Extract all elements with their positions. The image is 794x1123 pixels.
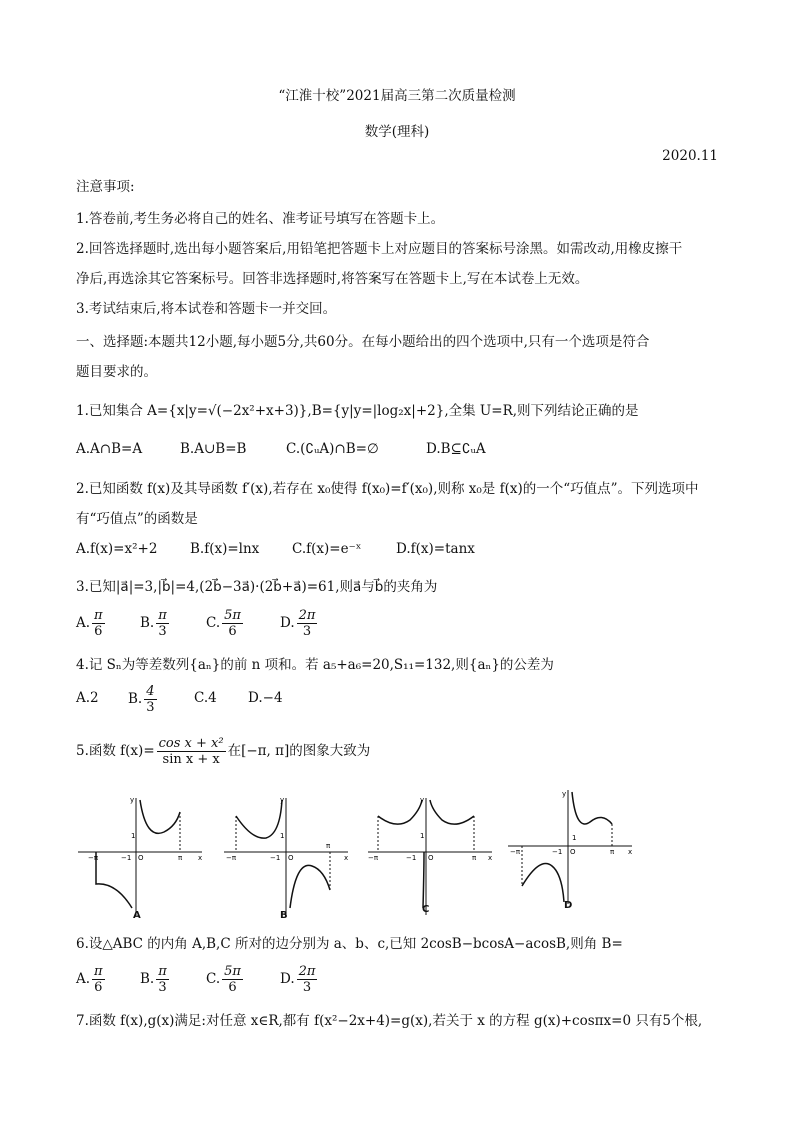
- q5-graph-a: [76, 790, 206, 920]
- notice-item-3: 3.考试结束后,将本试卷和答题卡一并交回。: [76, 301, 337, 317]
- q1-option-a: A.A∩B=A: [76, 441, 143, 457]
- q6-option-b: B. $\frac{\pi}{3}$: [140, 964, 167, 995]
- notice-heading: 注意事项:: [76, 179, 135, 195]
- q4-stem: 4.记 Sₙ为等差数列{aₙ}的前 n 项和。若 a₅+a₆=20,S₁₁=132,则{aₙ}的公差为: [76, 657, 554, 673]
- axis-one-label: 1: [572, 834, 577, 842]
- section-heading: 一、选择题:本题共12小题,每小题5分,共60分。在每小题给出的四个选项中,只有一个选项是符合: [76, 334, 650, 350]
- q2-option-a: A.f(x)=x²+2: [76, 541, 158, 557]
- q4-option-c: C.4: [194, 690, 217, 706]
- axis-pi-label: π: [472, 854, 477, 862]
- axis-one-label: 1: [131, 832, 136, 840]
- section-heading-cont: 题目要求的。: [76, 364, 157, 380]
- q6-option-d: D. $\frac{2\pi}{3}$: [280, 964, 316, 995]
- axis-x-label: x: [344, 854, 349, 862]
- q3-option-d: D. $\frac{2\pi}{3}$: [280, 608, 316, 639]
- q5-graph-c: [366, 790, 496, 920]
- axis-one-label: 1: [420, 832, 425, 840]
- axis-neg-pi-label: −π: [226, 854, 237, 862]
- axis-y-label: y: [420, 796, 425, 804]
- q1-option-b: B.A∪B=B: [180, 441, 247, 457]
- axis-pi-label: π: [326, 842, 331, 850]
- axis-x-label: x: [198, 854, 203, 862]
- q6-option-a: A. $\frac{\pi}{6}$: [76, 964, 103, 995]
- axis-neg1-label: −1: [121, 854, 132, 862]
- exam-date: 2020.11: [662, 148, 718, 164]
- axis-neg-pi-label: −π: [88, 854, 99, 862]
- q5-graph-a-label: A: [133, 910, 141, 921]
- axis-neg1-label: −1: [270, 854, 281, 862]
- q5-graph-b-label: B: [280, 910, 288, 921]
- axis-origin-label: O: [138, 854, 144, 862]
- q2-option-d: D.f(x)=tanx: [396, 541, 475, 557]
- axis-neg1-label: −1: [406, 854, 417, 862]
- axis-x-label: x: [628, 848, 633, 856]
- q1-stem: 1.已知集合 A={x|y=√(−2x²+x+3)},B={y|y=|log₂x|+2},全集 U=R,则下列结论正确的是: [76, 403, 639, 419]
- q5-stem: 5.函数 f(x)= $\frac{\text{cos x + x²}}{\text{sin x + x}}$ 在[−π, π]的图象大致为: [76, 736, 371, 767]
- q4-option-a: A.2: [76, 690, 99, 706]
- q1-option-d: D.B⊆∁ᵤA: [426, 441, 486, 457]
- q7-stem: 7.函数 f(x),g(x)满足:对任意 x∈R,都有 f(x²−2x+4)=g(x),若关于 x 的方程 g(x)+cosπx=0 只有5个根,: [76, 1013, 703, 1029]
- q6-option-c: C. $\frac{5\pi}{6}$: [206, 964, 241, 995]
- exam-title: “江淮十校”2021届高三第二次质量检测: [278, 88, 516, 104]
- axis-pi-label: π: [178, 854, 183, 862]
- axis-y-label: y: [562, 790, 567, 798]
- q5-graph-d-label: D: [564, 900, 573, 911]
- notice-item-1: 1.答卷前,考生务必将自己的姓名、准考证号填写在答题卡上。: [76, 211, 445, 227]
- q3-option-b: B. $\frac{\pi}{3}$: [140, 608, 167, 639]
- q2-stem: 2.已知函数 f(x)及其导函数 f′(x),若存在 x₀使得 f(x₀)=f′(x₀),则称 x₀是 f(x)的一个“巧值点”。下列选项中: [76, 481, 699, 497]
- q1-option-c: C.(∁ᵤA)∩B=∅: [286, 441, 379, 457]
- q3-option-c: C. $\frac{5\pi}{6}$: [206, 608, 241, 639]
- q4-option-b: B. $\frac{4}{3}$: [128, 684, 155, 715]
- axis-origin-label: O: [570, 848, 576, 856]
- q3-option-a: A. $\frac{\pi}{6}$: [76, 608, 103, 639]
- q5-graph-b: [222, 790, 352, 920]
- axis-pi-label: π: [610, 848, 615, 856]
- axis-x-label: x: [488, 854, 493, 862]
- notice-item-2: 2.回答选择题时,选出每小题答案后,用铅笔把答题卡上对应题目的答案标号涂黑。如需改动,用橡皮擦干: [76, 241, 683, 257]
- q2-option-b: B.f(x)=lnx: [190, 541, 260, 557]
- q2-option-c: C.f(x)=e⁻ˣ: [292, 541, 362, 557]
- axis-neg-pi-label: −π: [510, 848, 521, 856]
- axis-one-label: 1: [280, 832, 285, 840]
- axis-neg-pi-label: −π: [368, 854, 379, 862]
- axis-y-label: y: [280, 796, 285, 804]
- axis-origin-label: O: [428, 854, 434, 862]
- q2-stem-cont: 有“巧值点”的函数是: [76, 511, 198, 527]
- axis-neg1-label: −1: [552, 848, 563, 856]
- q5-graph-d: [506, 786, 636, 916]
- q3-stem: 3.已知|a⃗|=3,|b⃗|=4,(2b⃗−3a⃗)·(2b⃗+a⃗)=61,则a⃗与b⃗的夹角为: [76, 579, 438, 595]
- axis-origin-label: O: [288, 854, 294, 862]
- notice-item-2-cont: 净后,再选涂其它答案标号。回答非选择题时,将答案写在答题卡上,写在本试卷上无效。: [76, 271, 589, 287]
- q6-stem: 6.设△ABC 的内角 A,B,C 所对的边分别为 a、b、c,已知 2cosB−bcosA−acosB,则角 B=: [76, 936, 623, 952]
- exam-subject: 数学(理科): [364, 124, 430, 140]
- q5-graph-c-label: C: [422, 904, 430, 915]
- q4-option-d: D.−4: [248, 690, 283, 706]
- axis-y-label: y: [130, 796, 135, 804]
